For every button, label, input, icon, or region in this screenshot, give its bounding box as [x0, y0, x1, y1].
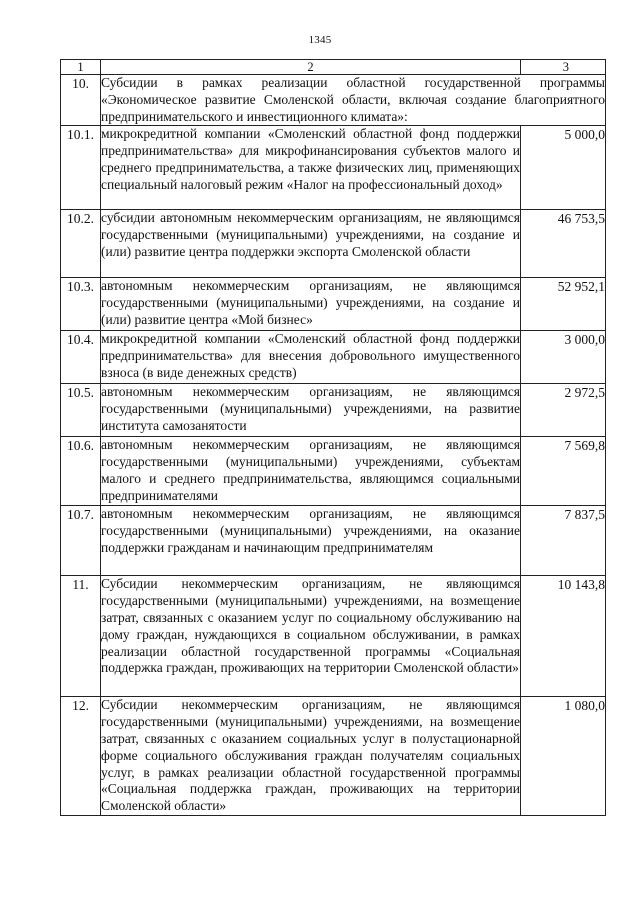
row-amount: 3 000,0 [521, 331, 606, 384]
page-number: 1345 [308, 34, 332, 46]
row-number: 10. [61, 75, 101, 126]
row-description: автономным некоммерческим организациям, не являющимся государственными (муниципальными) учреждениями, на создание и (или) развитие центра «Мой бизнес» [101, 278, 521, 331]
row-description: Субсидии некоммерческим организациям, не являющимся государственными (муниципальными) учреждениями, на возмещение затрат, связанных с оказанием социальных услуг в полустационарной форме социального обслуживания граждан получателям социальных услуг, в рамках реализации областной государственной программы «Социальная поддержка граждан, проживающих на территории Смоленской области» [101, 697, 521, 816]
row-description: автономным некоммерческим организациям, не являющимся государственными (муниципальными) учреждениями, субъектам малого и среднего предпринимательства, являющимся социальными предпринимателями [101, 437, 521, 506]
column-header-1: 1 [61, 60, 101, 75]
budget-table [60, 59, 606, 816]
row-description: микрокредитной компании «Смоленский областной фонд поддержки предпринимательства» для внесения добровольного имущественного взноса (в виде денежных средств) [101, 331, 521, 384]
row-description: Субсидии некоммерческим организациям, не являющимся государственными (муниципальными) учреждениями, на возмещение затрат, связанных с оказанием услуг по социальному обслуживанию на дому граждан, нуждающихся в социальном обслуживании, в рамках реализации областной государственной программы «Социальная поддержка граждан, проживающих на территории Смоленской области» [101, 576, 521, 697]
table-row [61, 506, 606, 576]
table-row [61, 697, 606, 816]
row-number: 10.5. [61, 384, 101, 437]
row-number: 12. [61, 697, 101, 816]
row-number: 10.6. [61, 437, 101, 506]
row-amount: 52 952,1 [521, 278, 606, 331]
table-row [61, 576, 606, 697]
table-header-row [61, 60, 606, 75]
row-amount: 10 143,8 [521, 576, 606, 697]
row-amount: 7 837,5 [521, 506, 606, 576]
column-header-2: 2 [101, 60, 521, 75]
row-amount: 2 972,5 [521, 384, 606, 437]
row-number: 10.3. [61, 278, 101, 331]
column-header-3: 3 [521, 60, 606, 75]
row-amount: 7 569,8 [521, 437, 606, 506]
table-row [61, 278, 606, 331]
row-number: 10.2. [61, 210, 101, 278]
row-amount: 1 080,0 [521, 697, 606, 816]
table-row [61, 75, 606, 126]
table-row [61, 437, 606, 506]
row-number: 11. [61, 576, 101, 697]
row-description: субсидии автономным некоммерческим организациям, не являющимся государственными (муниципальными) учреждениями, на создание и (или) развитие центра поддержки экспорта Смоленской области [101, 210, 521, 278]
table-row [61, 126, 606, 210]
table-row [61, 331, 606, 384]
row-number: 10.7. [61, 506, 101, 576]
row-number: 10.1. [61, 126, 101, 210]
table-row [61, 384, 606, 437]
row-number: 10.4. [61, 331, 101, 384]
row-description: автономным некоммерческим организациям, не являющимся государственными (муниципальными) учреждениями, на развитие института самозанятости [101, 384, 521, 437]
row-description: микрокредитной компании «Смоленский областной фонд поддержки предпринимательства» для микрофинансирования субъектов малого и среднего предпринимательства, а также физических лиц, применяющих специальный налоговый режим «Налог на профессиональный доход» [101, 126, 521, 210]
row-description: Субсидии в рамках реализации областной государственной программы «Экономическое развитие Смоленской области, включая создание благоприятного предпринимательского и инвестиционного климата»: [101, 75, 606, 126]
table-row [61, 210, 606, 278]
row-description: автономным некоммерческим организациям, не являющимся государственными (муниципальными) учреждениями, на оказание поддержки гражданам и начинающим предпринимателям [101, 506, 521, 576]
row-amount: 5 000,0 [521, 126, 606, 210]
row-amount: 46 753,5 [521, 210, 606, 278]
